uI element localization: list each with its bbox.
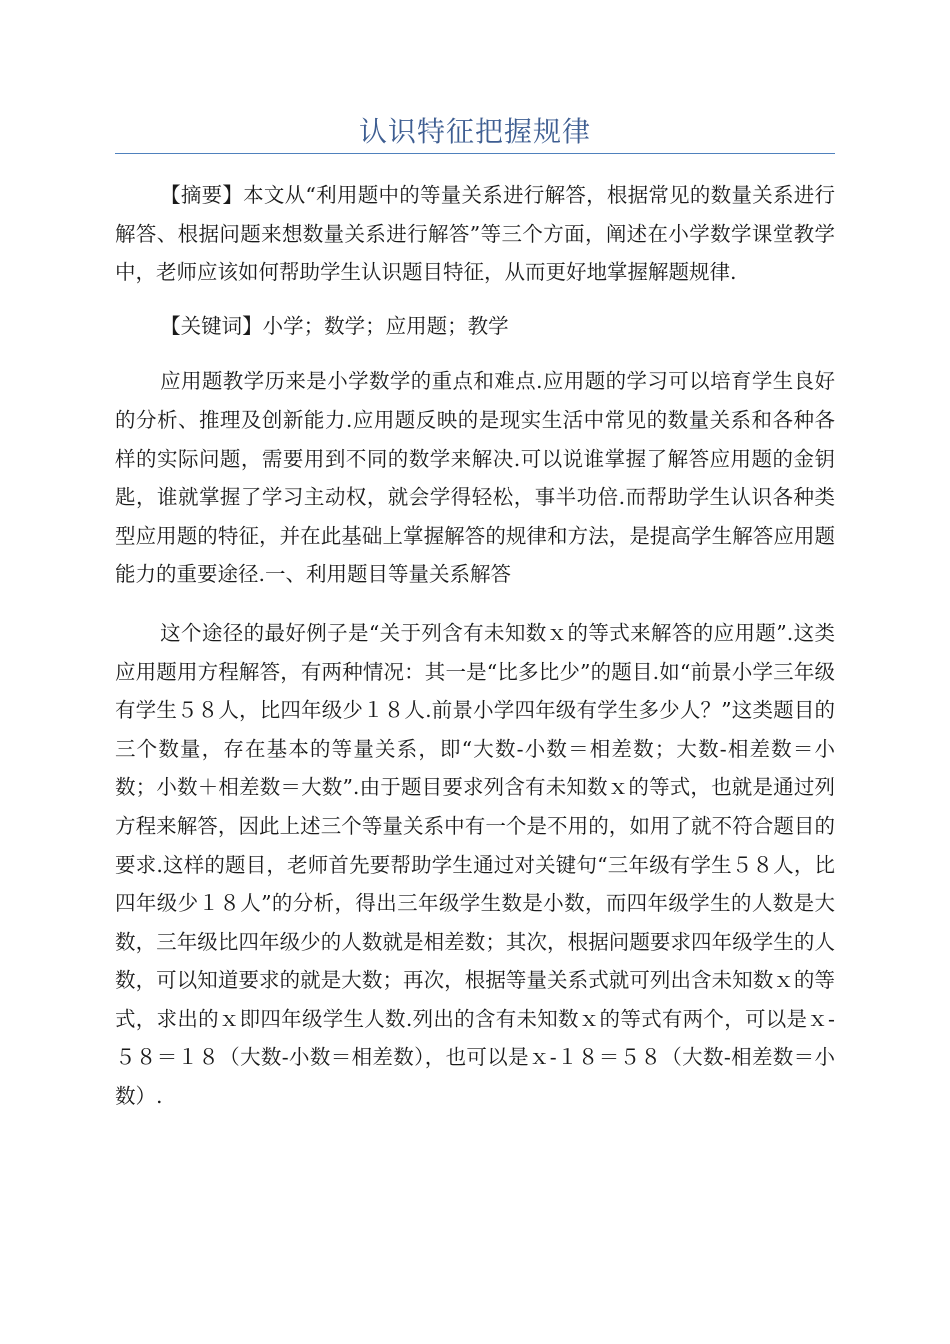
intro-paragraph: 应用题教学历来是小学数学的重点和难点.应用题的学习可以培育学生良好的分析、推理及创新能力.应用题反映的是现实生活中常见的数量关系和各种各样的实际问题，需要用到不同的数学来解决.可以说谁掌握了解答应用题的金钥匙，谁就掌握了学习主动权，就会学得轻松，事半功倍.而帮助学生认识各种类型应用题的特征，并在此基础上掌握解答的规律和方法，是提高学生解答应用题能力的重要途径.一、利用题目等量关系解答 [115, 369, 835, 587]
document-body [115, 176, 835, 1116]
document-title: 认识特征把握规律 [358, 115, 591, 148]
keywords-paragraph: 【关键词】小学；数学；应用题；教学 [160, 313, 509, 338]
abstract-paragraph: 【摘要】本文从“利用题中的等量关系进行解答，根据常见的数量关系进行解答、根据问题来想数量关系进行解答”等三个方面，阐述在小学数学课堂教学中，老师应该如何帮助学生认识题目特征，从而更好地掌握解题规律. [115, 183, 835, 285]
title-underline [115, 153, 835, 154]
body-paragraph: 这个途径的最好例子是“关于列含有未知数ｘ的等式来解答的应用题”.这类应用题用方程解答，有两种情况：其一是“比多比少”的题目.如“前景小学三年级有学生５８人，比四年级少１８人.前景小学四年级有学生多少人？”这类题目的三个数量，存在基本的等量关系，即“大数-小数＝相差数；大数-相差数＝小数；小数＋相差数＝大数”.由于题目要求列含有未知数ｘ的等式，也就是通过列方程来解答，因此上述三个等量关系中有一个是不用的，如用了就不符合题目的要求.这样的题目，老师首先要帮助学生通过对关键句“三年级有学生５８人，比四年级少１８人”的分析，得出三年级学生数是小数，而四年级学生的人数是大数，三年级比四年级少的人数就是相差数；其次，根据问题要求四年级学生的人数，可以知道要求的就是大数；再次，根据等量关系式就可列出含未知数ｘ的等式，求出的ｘ即四年级学生人数.列出的含有未知数ｘ的等式有两个，可以是ｘ-５８＝１８（大数-小数＝相差数），也可以是ｘ-１８＝５８（大数-相差数＝小数）. [115, 620, 835, 1109]
